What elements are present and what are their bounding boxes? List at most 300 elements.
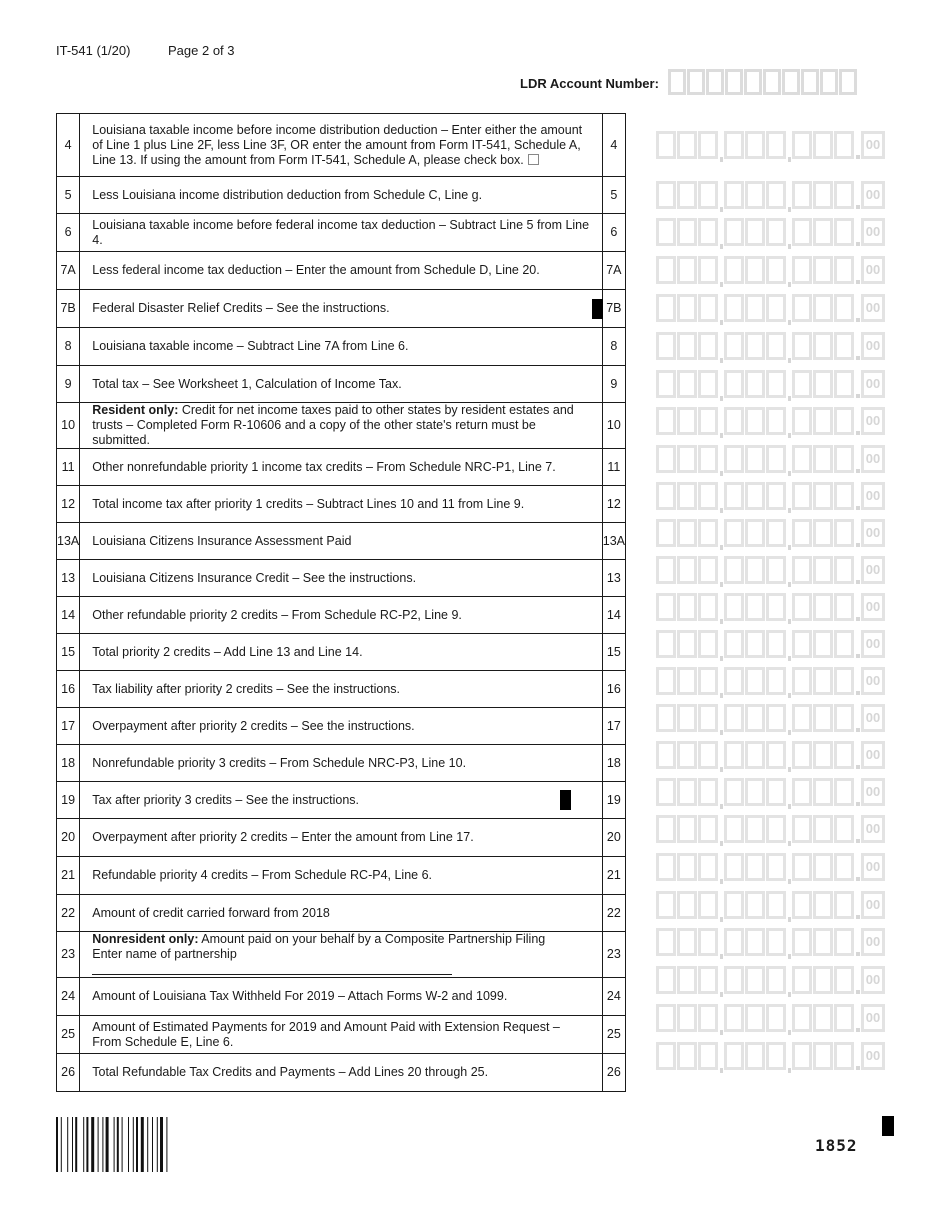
- digit-box[interactable]: [656, 181, 676, 209]
- digit-box[interactable]: [834, 928, 854, 956]
- digit-box[interactable]: [724, 370, 744, 398]
- digit-box[interactable]: [792, 370, 812, 398]
- digit-box[interactable]: [698, 891, 718, 919]
- digit-box[interactable]: [813, 778, 833, 806]
- digit-box[interactable]: [834, 181, 854, 209]
- digit-box[interactable]: [813, 704, 833, 732]
- digit-box[interactable]: [677, 556, 697, 584]
- digit-box[interactable]: [792, 593, 812, 621]
- digit-box[interactable]: [766, 181, 786, 209]
- digit-box[interactable]: [656, 482, 676, 510]
- digit-box[interactable]: [834, 891, 854, 919]
- digit-box[interactable]: [766, 1042, 786, 1070]
- digit-box[interactable]: [698, 332, 718, 360]
- digit-box[interactable]: [766, 1004, 786, 1032]
- amount-field-line-18[interactable]: [656, 740, 885, 770]
- digit-box[interactable]: [677, 218, 697, 246]
- digit-box[interactable]: [724, 704, 744, 732]
- digit-box[interactable]: [656, 556, 676, 584]
- digit-box[interactable]: [813, 593, 833, 621]
- line-text: Other nonrefundable priority 1 income tax credits – From Schedule NRC-P1, Line 7.: [92, 459, 556, 474]
- digit-box[interactable]: [677, 966, 697, 994]
- digit-box[interactable]: [792, 1042, 812, 1070]
- amount-field-line-7b[interactable]: [656, 293, 885, 323]
- amount-field-line-9[interactable]: [656, 369, 885, 399]
- digit-box[interactable]: [766, 593, 786, 621]
- line-description: [80, 978, 603, 1016]
- digit-box[interactable]: [766, 966, 786, 994]
- decimal-point: [855, 256, 861, 284]
- digit-box[interactable]: [792, 556, 812, 584]
- barcode-bar: [67, 1117, 68, 1172]
- digit-box[interactable]: [766, 407, 786, 435]
- digit-box[interactable]: [698, 667, 718, 695]
- digit-box[interactable]: [813, 891, 833, 919]
- digit-box[interactable]: [813, 966, 833, 994]
- thousands-separator: [719, 370, 724, 398]
- digit-box[interactable]: [745, 853, 765, 881]
- digit-box[interactable]: [834, 519, 854, 547]
- ldr-digit-box[interactable]: [668, 69, 686, 95]
- digit-box[interactable]: [834, 218, 854, 246]
- digit-box[interactable]: [656, 704, 676, 732]
- digit-box[interactable]: [745, 815, 765, 843]
- amount-field-line-20[interactable]: [656, 814, 885, 844]
- amount-field-line-19[interactable]: [656, 777, 885, 807]
- barcode-bar: [117, 1117, 119, 1172]
- digit-box[interactable]: [656, 131, 676, 159]
- digit-box[interactable]: [792, 445, 812, 473]
- digit-box[interactable]: [724, 181, 744, 209]
- ldr-digit-box[interactable]: [687, 69, 705, 95]
- digit-box[interactable]: [745, 218, 765, 246]
- form-line-11: [57, 449, 626, 486]
- digit-box[interactable]: [792, 181, 812, 209]
- thousands-separator: [719, 519, 724, 547]
- digit-box[interactable]: [745, 593, 765, 621]
- digit-box[interactable]: [813, 218, 833, 246]
- digit-box[interactable]: [813, 482, 833, 510]
- digit-box[interactable]: [792, 778, 812, 806]
- digit-box[interactable]: [745, 370, 765, 398]
- digit-box[interactable]: [656, 332, 676, 360]
- digit-box[interactable]: [724, 131, 744, 159]
- digit-box[interactable]: [724, 482, 744, 510]
- amount-field-line-13[interactable]: [656, 555, 885, 585]
- digit-box[interactable]: [745, 667, 765, 695]
- digit-box[interactable]: [813, 370, 833, 398]
- digit-box[interactable]: [656, 815, 676, 843]
- digit-box[interactable]: [792, 256, 812, 284]
- digit-box[interactable]: [792, 218, 812, 246]
- digit-box[interactable]: [792, 482, 812, 510]
- digit-box[interactable]: [834, 704, 854, 732]
- amount-field-line-11[interactable]: [656, 444, 885, 474]
- digit-box[interactable]: [677, 741, 697, 769]
- amount-field-line-15[interactable]: [656, 629, 885, 659]
- digit-box[interactable]: [677, 407, 697, 435]
- digit-box[interactable]: [698, 704, 718, 732]
- digit-box[interactable]: [698, 370, 718, 398]
- digit-box[interactable]: [656, 741, 676, 769]
- ldr-digit-box[interactable]: [782, 69, 800, 95]
- digit-box[interactable]: [792, 630, 812, 658]
- digit-box[interactable]: [656, 966, 676, 994]
- digit-box[interactable]: [698, 181, 718, 209]
- amount-field-line-24[interactable]: [656, 965, 885, 995]
- digit-box[interactable]: [834, 445, 854, 473]
- digit-box[interactable]: [792, 928, 812, 956]
- digit-box[interactable]: [698, 519, 718, 547]
- digit-box[interactable]: [813, 1042, 833, 1070]
- digit-box[interactable]: [834, 370, 854, 398]
- digit-box[interactable]: [698, 482, 718, 510]
- line-number-right: 7A: [602, 252, 625, 290]
- ldr-digit-box[interactable]: [820, 69, 838, 95]
- digit-box[interactable]: [698, 556, 718, 584]
- digit-box[interactable]: [698, 966, 718, 994]
- digit-box[interactable]: [813, 853, 833, 881]
- digit-box[interactable]: [677, 778, 697, 806]
- digit-box[interactable]: [813, 1004, 833, 1032]
- digit-box[interactable]: [698, 218, 718, 246]
- digit-box[interactable]: [745, 131, 765, 159]
- digit-box[interactable]: [766, 667, 786, 695]
- line-number: 17: [57, 708, 80, 745]
- line-number: 25: [57, 1016, 80, 1054]
- digit-box[interactable]: [677, 294, 697, 322]
- digit-box[interactable]: [813, 332, 833, 360]
- digit-box[interactable]: [724, 519, 744, 547]
- digit-box[interactable]: [834, 556, 854, 584]
- digit-box[interactable]: [745, 332, 765, 360]
- digit-box[interactable]: [698, 815, 718, 843]
- digit-box[interactable]: [813, 256, 833, 284]
- schedule-a-checkbox[interactable]: [528, 154, 539, 165]
- digit-box[interactable]: [766, 853, 786, 881]
- digit-box[interactable]: [813, 519, 833, 547]
- digit-box[interactable]: [656, 667, 676, 695]
- digit-box[interactable]: [745, 181, 765, 209]
- digit-box[interactable]: [724, 556, 744, 584]
- digit-box[interactable]: [724, 1004, 744, 1032]
- amount-field-line-14[interactable]: [656, 592, 885, 622]
- digit-box[interactable]: [745, 1004, 765, 1032]
- ldr-digit-box[interactable]: [744, 69, 762, 95]
- line-text: Amount paid on your behalf by a Composite Partnership Filing: [198, 932, 546, 946]
- digit-box[interactable]: [698, 1004, 718, 1032]
- digit-box[interactable]: [834, 407, 854, 435]
- amount-field-line-7a[interactable]: [656, 255, 885, 285]
- digit-box[interactable]: [834, 256, 854, 284]
- digit-box[interactable]: [834, 741, 854, 769]
- digit-box[interactable]: [698, 630, 718, 658]
- digit-box[interactable]: [745, 778, 765, 806]
- form-line-20: [57, 819, 626, 857]
- digit-box[interactable]: [745, 741, 765, 769]
- amount-field-line-8[interactable]: [656, 331, 885, 361]
- digit-box[interactable]: [745, 445, 765, 473]
- digit-box[interactable]: [698, 593, 718, 621]
- digit-box[interactable]: [813, 667, 833, 695]
- digit-box[interactable]: [656, 256, 676, 284]
- amount-field-line-21[interactable]: [656, 852, 885, 882]
- digit-box[interactable]: [745, 556, 765, 584]
- amount-field-line-22[interactable]: [656, 890, 885, 920]
- amount-field-line-26[interactable]: [656, 1041, 885, 1071]
- digit-box[interactable]: [656, 891, 676, 919]
- digit-box[interactable]: [698, 928, 718, 956]
- cents-box: 00: [861, 891, 885, 919]
- cents-box: 00: [861, 853, 885, 881]
- digit-box[interactable]: [792, 519, 812, 547]
- line-description: [80, 214, 603, 252]
- digit-box[interactable]: [745, 630, 765, 658]
- digit-box[interactable]: [656, 294, 676, 322]
- digit-box[interactable]: [766, 519, 786, 547]
- digit-box[interactable]: [724, 256, 744, 284]
- digit-box[interactable]: [813, 630, 833, 658]
- digit-box[interactable]: [745, 482, 765, 510]
- digit-box[interactable]: [834, 853, 854, 881]
- digit-box[interactable]: [745, 928, 765, 956]
- digit-box[interactable]: [792, 332, 812, 360]
- digit-box[interactable]: [724, 593, 744, 621]
- digit-box[interactable]: [745, 407, 765, 435]
- thousands-separator: [719, 181, 724, 209]
- digit-box[interactable]: [677, 256, 697, 284]
- digit-box[interactable]: [677, 370, 697, 398]
- digit-box[interactable]: [724, 407, 744, 435]
- digit-box[interactable]: [677, 853, 697, 881]
- digit-box[interactable]: [724, 815, 744, 843]
- line-number: 23: [57, 932, 80, 978]
- barcode-bar: [122, 1117, 123, 1172]
- digit-box[interactable]: [834, 1042, 854, 1070]
- digit-box[interactable]: [792, 131, 812, 159]
- amount-field-line-10[interactable]: [656, 406, 885, 436]
- digit-box[interactable]: [834, 815, 854, 843]
- digit-box[interactable]: [698, 445, 718, 473]
- amount-field-line-5[interactable]: [656, 180, 885, 210]
- digit-box[interactable]: [677, 815, 697, 843]
- digit-box[interactable]: [677, 1042, 697, 1070]
- digit-box[interactable]: [792, 815, 812, 843]
- digit-box[interactable]: [698, 256, 718, 284]
- digit-box[interactable]: [656, 370, 676, 398]
- digit-box[interactable]: [813, 294, 833, 322]
- digit-box[interactable]: [656, 778, 676, 806]
- line-description: [80, 486, 603, 523]
- digit-box[interactable]: [813, 445, 833, 473]
- line-number-right: 15: [602, 634, 625, 671]
- thousands-separator: [719, 1004, 724, 1032]
- digit-box[interactable]: [792, 853, 812, 881]
- digit-box[interactable]: [745, 1042, 765, 1070]
- digit-box[interactable]: [792, 704, 812, 732]
- barcode-bar: [75, 1117, 77, 1172]
- digit-box[interactable]: [834, 294, 854, 322]
- thousands-separator: [787, 667, 792, 695]
- digit-box[interactable]: [813, 928, 833, 956]
- digit-box[interactable]: [656, 218, 676, 246]
- digit-box[interactable]: [813, 407, 833, 435]
- partnership-name-field[interactable]: [92, 963, 452, 975]
- digit-box[interactable]: [677, 667, 697, 695]
- ldr-account-input[interactable]: [668, 69, 858, 95]
- digit-box[interactable]: [677, 181, 697, 209]
- digit-box[interactable]: [656, 853, 676, 881]
- digit-box[interactable]: [792, 407, 812, 435]
- ldr-digit-box[interactable]: [706, 69, 724, 95]
- digit-box[interactable]: [792, 294, 812, 322]
- digit-box[interactable]: [766, 482, 786, 510]
- digit-box[interactable]: [745, 704, 765, 732]
- digit-box[interactable]: [724, 778, 744, 806]
- digit-box[interactable]: [745, 294, 765, 322]
- digit-box[interactable]: [834, 630, 854, 658]
- digit-box[interactable]: [813, 556, 833, 584]
- digit-box[interactable]: [766, 704, 786, 732]
- digit-box[interactable]: [677, 131, 697, 159]
- digit-box[interactable]: [766, 445, 786, 473]
- digit-box[interactable]: [766, 332, 786, 360]
- digit-box[interactable]: [677, 704, 697, 732]
- digit-box[interactable]: [834, 966, 854, 994]
- digit-box[interactable]: [656, 928, 676, 956]
- thousands-separator: [787, 966, 792, 994]
- digit-box[interactable]: [766, 891, 786, 919]
- digit-box[interactable]: [766, 928, 786, 956]
- digit-box[interactable]: [792, 741, 812, 769]
- thousands-separator: [719, 630, 724, 658]
- digit-box[interactable]: [656, 445, 676, 473]
- digit-box[interactable]: [834, 482, 854, 510]
- digit-box[interactable]: [766, 131, 786, 159]
- thousands-separator: [719, 853, 724, 881]
- digit-box[interactable]: [813, 181, 833, 209]
- digit-box[interactable]: [677, 445, 697, 473]
- digit-box[interactable]: [766, 741, 786, 769]
- digit-box[interactable]: [792, 966, 812, 994]
- amount-field-line-12[interactable]: [656, 481, 885, 511]
- digit-box[interactable]: [698, 741, 718, 769]
- digit-box[interactable]: [766, 294, 786, 322]
- digit-box[interactable]: [656, 630, 676, 658]
- digit-box[interactable]: [656, 1004, 676, 1032]
- ldr-digit-box[interactable]: [839, 69, 857, 95]
- digit-box[interactable]: [745, 519, 765, 547]
- digit-box[interactable]: [813, 741, 833, 769]
- digit-box[interactable]: [677, 332, 697, 360]
- cents-box: 00: [861, 181, 885, 209]
- digit-box[interactable]: [698, 131, 718, 159]
- cents-box: 00: [861, 667, 885, 695]
- barcode-bar: [86, 1117, 88, 1172]
- digit-box[interactable]: [724, 1042, 744, 1070]
- digit-box[interactable]: [677, 630, 697, 658]
- digit-box[interactable]: [766, 256, 786, 284]
- digit-box[interactable]: [813, 815, 833, 843]
- digit-box[interactable]: [745, 256, 765, 284]
- digit-box[interactable]: [766, 630, 786, 658]
- digit-box[interactable]: [677, 519, 697, 547]
- digit-box[interactable]: [677, 1004, 697, 1032]
- digit-box[interactable]: [766, 778, 786, 806]
- digit-box[interactable]: [724, 928, 744, 956]
- digit-box[interactable]: [813, 131, 833, 159]
- digit-box[interactable]: [724, 853, 744, 881]
- digit-box[interactable]: [834, 667, 854, 695]
- ldr-digit-box[interactable]: [763, 69, 781, 95]
- cents-box: 00: [861, 256, 885, 284]
- digit-box[interactable]: [724, 294, 744, 322]
- digit-box[interactable]: [766, 218, 786, 246]
- digit-box[interactable]: [766, 815, 786, 843]
- digit-box[interactable]: [766, 370, 786, 398]
- digit-box[interactable]: [834, 593, 854, 621]
- amount-field-line-17[interactable]: [656, 703, 885, 733]
- digit-box[interactable]: [677, 928, 697, 956]
- digit-box[interactable]: [698, 853, 718, 881]
- digit-box[interactable]: [724, 630, 744, 658]
- digit-box[interactable]: [698, 1042, 718, 1070]
- digit-box[interactable]: [834, 778, 854, 806]
- amount-field-line-4[interactable]: [656, 130, 885, 160]
- line-text: Overpayment after priority 2 credits – See the instructions.: [92, 718, 415, 733]
- digit-box[interactable]: [766, 556, 786, 584]
- decimal-point: [855, 741, 861, 769]
- digit-box[interactable]: [698, 407, 718, 435]
- digit-box[interactable]: [656, 407, 676, 435]
- amount-field-line-25[interactable]: [656, 1003, 885, 1033]
- digit-box[interactable]: [724, 966, 744, 994]
- digit-box[interactable]: [745, 966, 765, 994]
- ldr-digit-box[interactable]: [725, 69, 743, 95]
- digit-box[interactable]: [724, 741, 744, 769]
- line-description: [80, 403, 603, 449]
- digit-box[interactable]: [656, 1042, 676, 1070]
- digit-box[interactable]: [724, 332, 744, 360]
- digit-box[interactable]: [792, 1004, 812, 1032]
- digit-box[interactable]: [698, 294, 718, 322]
- digit-box[interactable]: [677, 482, 697, 510]
- amount-field-line-16[interactable]: [656, 666, 885, 696]
- amount-field-line-23[interactable]: [656, 927, 885, 957]
- digit-box[interactable]: [677, 593, 697, 621]
- digit-box[interactable]: [834, 1004, 854, 1032]
- digit-box[interactable]: [724, 891, 744, 919]
- amount-field-line-6[interactable]: [656, 217, 885, 247]
- digit-box[interactable]: [656, 519, 676, 547]
- digit-box[interactable]: [724, 218, 744, 246]
- digit-box[interactable]: [792, 667, 812, 695]
- digit-box[interactable]: [834, 332, 854, 360]
- digit-box[interactable]: [724, 667, 744, 695]
- amount-field-line-13a[interactable]: [656, 518, 885, 548]
- line-description: [80, 1016, 603, 1054]
- digit-box[interactable]: [724, 445, 744, 473]
- barcode-bar: [102, 1117, 103, 1172]
- digit-box[interactable]: [677, 891, 697, 919]
- digit-box[interactable]: [656, 593, 676, 621]
- digit-box[interactable]: [745, 891, 765, 919]
- cents-box: 00: [861, 519, 885, 547]
- ldr-digit-box[interactable]: [801, 69, 819, 95]
- digit-box[interactable]: [698, 778, 718, 806]
- digit-box[interactable]: [792, 891, 812, 919]
- digit-box[interactable]: [834, 131, 854, 159]
